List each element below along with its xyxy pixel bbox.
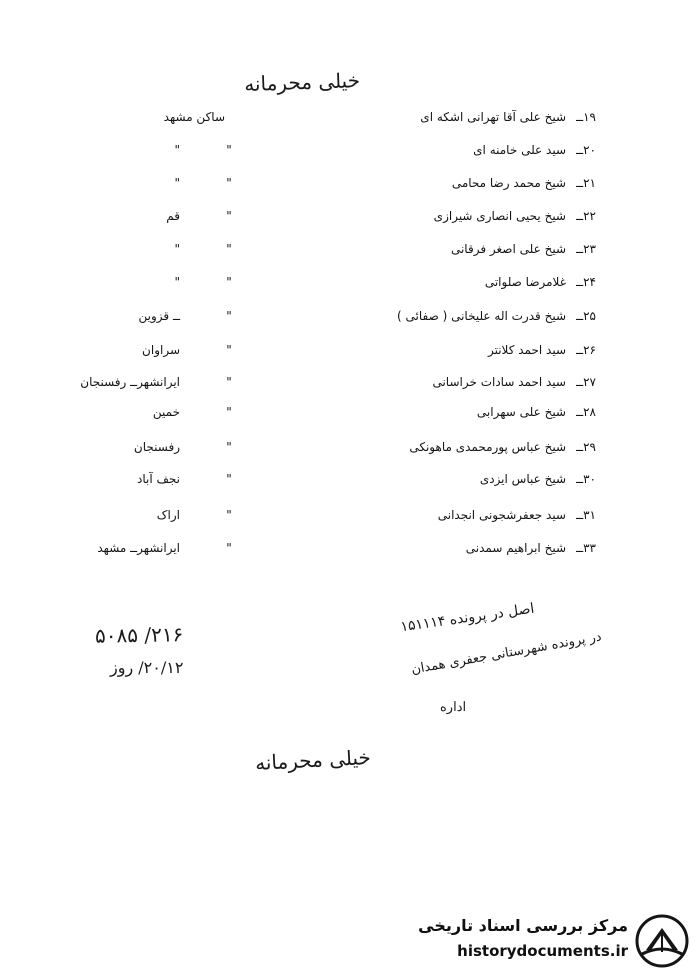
item-name: سید احمد کلانتر bbox=[487, 343, 566, 357]
item-residence: " bbox=[174, 242, 180, 256]
ditto-mark: " bbox=[226, 209, 232, 223]
watermark-logo bbox=[410, 912, 690, 970]
handwritten-reference-number: ۲۱۶/ ۵۰۸۵ bbox=[94, 622, 184, 648]
item-name: شیخ علی اصغر فرقانی bbox=[450, 242, 566, 256]
item-number: ۳۳ــ bbox=[576, 541, 596, 555]
item-number: ۲۸ــ bbox=[576, 405, 596, 419]
list-item bbox=[0, 440, 700, 462]
item-name: شیخ یحیی انصاری شیرازی bbox=[433, 209, 566, 223]
item-number: ۲۲ــ bbox=[576, 209, 596, 223]
list-item bbox=[0, 110, 700, 132]
item-number: ۲۰ــ bbox=[576, 143, 596, 157]
ditto-mark: " bbox=[226, 275, 232, 289]
handwritten-note-city: در پرونده شهرستانی جعفری همدان bbox=[410, 629, 603, 678]
item-residence: سراوان bbox=[142, 343, 180, 357]
list-item bbox=[0, 343, 700, 365]
item-residence: نجف آباد bbox=[137, 472, 180, 486]
item-number: ۲۱ــ bbox=[576, 176, 596, 190]
ditto-mark: " bbox=[226, 143, 232, 157]
list-item bbox=[0, 143, 700, 165]
list-item bbox=[0, 375, 700, 397]
ditto-mark: " bbox=[226, 309, 232, 323]
item-residence: ایرانشهرــ رفسنجان bbox=[80, 375, 180, 389]
item-name: شیخ عباس ایزدی bbox=[479, 472, 566, 486]
item-residence: ــ قزوین bbox=[138, 309, 180, 323]
ditto-mark: " bbox=[226, 440, 232, 454]
item-residence: خمین bbox=[152, 405, 180, 419]
item-residence: رفسنجان bbox=[133, 440, 180, 454]
list-item bbox=[0, 405, 700, 427]
book-emblem-icon bbox=[634, 914, 690, 968]
item-name: شیخ عباس پورمحمدی ماهونکی bbox=[409, 440, 566, 454]
item-name: سید احمد سادات خراسانی bbox=[432, 375, 566, 389]
item-number: ۲۷ــ bbox=[576, 375, 596, 389]
item-residence: اراک bbox=[156, 508, 180, 522]
item-name: شیخ قدرت اله علیخانی ( صفائی ) bbox=[397, 309, 566, 323]
item-residence: ایرانشهرــ مشهد bbox=[97, 541, 180, 555]
watermark-url: historydocuments.ir bbox=[457, 942, 628, 960]
list-item bbox=[0, 508, 700, 530]
handwritten-note-office: اداره bbox=[440, 700, 467, 715]
ditto-mark: " bbox=[226, 405, 232, 419]
item-number: ۲۹ــ bbox=[576, 440, 596, 454]
item-residence: " bbox=[174, 275, 180, 289]
item-number: ۳۰ــ bbox=[576, 472, 596, 486]
ditto-mark: " bbox=[226, 375, 232, 389]
list-item bbox=[0, 242, 700, 264]
item-number: ۲۳ــ bbox=[576, 242, 596, 256]
item-name: شیخ علی سهرابی bbox=[476, 405, 566, 419]
ditto-mark: " bbox=[226, 508, 232, 522]
watermark-title: مرکز بررسی اسناد تاریخی bbox=[418, 916, 628, 935]
ditto-mark: " bbox=[226, 242, 232, 256]
item-number: ۲۶ــ bbox=[576, 343, 596, 357]
item-residence: ساکن مشهد bbox=[163, 110, 225, 124]
item-name: شیخ محمد رضا محامی bbox=[451, 176, 566, 190]
ditto-mark: " bbox=[226, 541, 232, 555]
ditto-mark: " bbox=[226, 472, 232, 486]
list-item bbox=[0, 309, 700, 331]
item-number: ۱۹ــ bbox=[576, 110, 596, 124]
item-number: ۲۵ــ bbox=[576, 309, 596, 323]
classification-heading: خیلی محرمانه bbox=[243, 68, 361, 97]
item-number: ۲۴ــ bbox=[576, 275, 596, 289]
classification-footer: خیلی محرمانه bbox=[254, 744, 372, 776]
ditto-mark: " bbox=[226, 343, 232, 357]
list-item bbox=[0, 472, 700, 494]
handwritten-note-file: اصل در پرونده ۱۵۱۱۱۴ bbox=[399, 600, 536, 636]
list-item bbox=[0, 209, 700, 231]
list-item bbox=[0, 176, 700, 198]
handwritten-date: ۲۰/۱۲/ روز bbox=[110, 658, 184, 677]
item-residence: قم bbox=[166, 209, 180, 223]
item-number: ۳۱ــ bbox=[576, 508, 596, 522]
item-name: شیخ ابراهیم سمدنی bbox=[465, 541, 566, 555]
item-name: غلامرضا صلواتی bbox=[484, 275, 566, 289]
item-name: سید علی خامنه ای bbox=[473, 143, 566, 157]
item-residence: " bbox=[174, 143, 180, 157]
list-item bbox=[0, 541, 700, 563]
list-item bbox=[0, 275, 700, 297]
item-residence: " bbox=[174, 176, 180, 190]
ditto-mark: " bbox=[226, 176, 232, 190]
item-name: سید جعفرشجونی انجدانی bbox=[437, 508, 566, 522]
item-name: شیخ علی آقا تهرانی اشکه ای bbox=[420, 110, 566, 124]
